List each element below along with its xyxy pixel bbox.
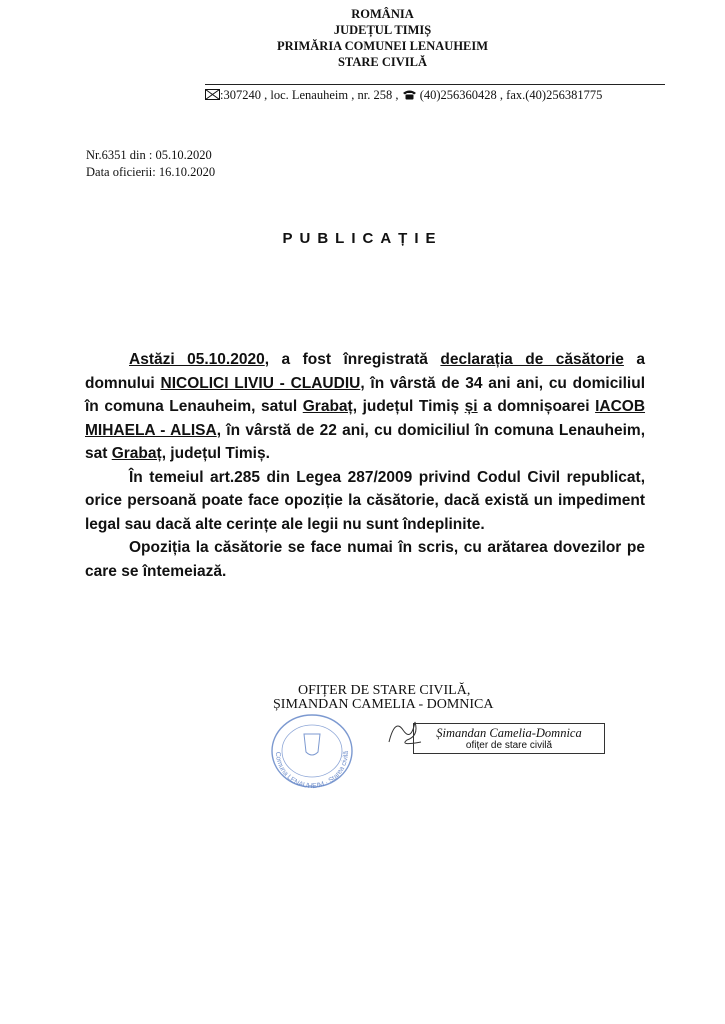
name-stamp (413, 723, 605, 754)
header-town-hall: PRIMĂRIA COMUNEI LENAUHEIM (276, 39, 489, 53)
announcement-date: Astăzi 05.10.2020 (129, 351, 265, 368)
signatory-name: ȘIMANDAN CAMELIA - DOMNICA (273, 697, 494, 712)
bride-name: IACOB MIHAELA - ALISA (85, 398, 646, 439)
seal-text: Comuna LENAUHEIM · Starea civilă (273, 750, 351, 790)
registration-reference (86, 147, 215, 181)
paragraph-announcement: Astăzi 05.10.2020, a fost înregistrată declarația de căsătorie a domnului NICOLICI LIVIU - CLAUDIU, în vârstă de 34 ani ani, cu domiciliul în comuna Lenauheim, satul Grabaț, județul Timiș și a domnișoarei IACOB MIHAELA - ALISA, în vârstă de 22 ani, cu domiciliul în comuna Lenauheim, sat Grabaț, județul Timiș. (85, 351, 646, 462)
round-seal-icon (264, 712, 360, 790)
paragraph-legal-basis: În temeiul art.285 din Legea 287/2009 privind Codul Civil republicat, orice persoană poate face opoziție la căsătorie, dacă există un impediment legal sau dacă alte cerințe ale legii nu sunt îndeplinite. (85, 468, 645, 533)
header-country: ROMÂNIA (351, 7, 414, 21)
bride-village: Grabaț (111, 445, 162, 462)
header-department: STARE CIVILĂ (337, 55, 428, 69)
signatory-title: OFIȚER DE STARE CIVILĂ, (298, 683, 471, 698)
declaration-term: declarația de căsătorie (440, 351, 624, 368)
envelope-icon (205, 89, 220, 100)
stamp-role: ofițer de stare civilă (465, 740, 553, 751)
header-divider (205, 84, 665, 85)
contact-line (205, 88, 602, 103)
svg-text:Comuna LENAUHEIM · Starea civi (274, 751, 350, 790)
groom-village: Grabaț (302, 398, 353, 415)
header-county: JUDEȚUL TIMIȘ (333, 23, 432, 37)
groom-name: NICOLICI LIVIU - CLAUDIU (160, 374, 361, 392)
publication-body (85, 348, 645, 583)
contact-phone-fax: (40)256360428 , fax.(40)256381775 (416, 88, 603, 102)
document-header (0, 6, 725, 70)
ceremony-date: Data oficierii: 16.10.2020 (86, 165, 216, 179)
paragraph-opposition: Opoziția la căsătorie se face numai în scris, cu arătarea dovezilor pe care se întemeiază. (85, 539, 645, 580)
stamp-name: Șimandan Camelia-Domnica (436, 726, 582, 740)
registration-number: Nr.6351 din : 05.10.2020 (86, 148, 212, 162)
contact-address: :307240 , loc. Lenauheim , nr. 258 , (220, 88, 402, 102)
phone-icon (402, 89, 417, 100)
page-title: PUBLICAȚIE (282, 230, 443, 247)
